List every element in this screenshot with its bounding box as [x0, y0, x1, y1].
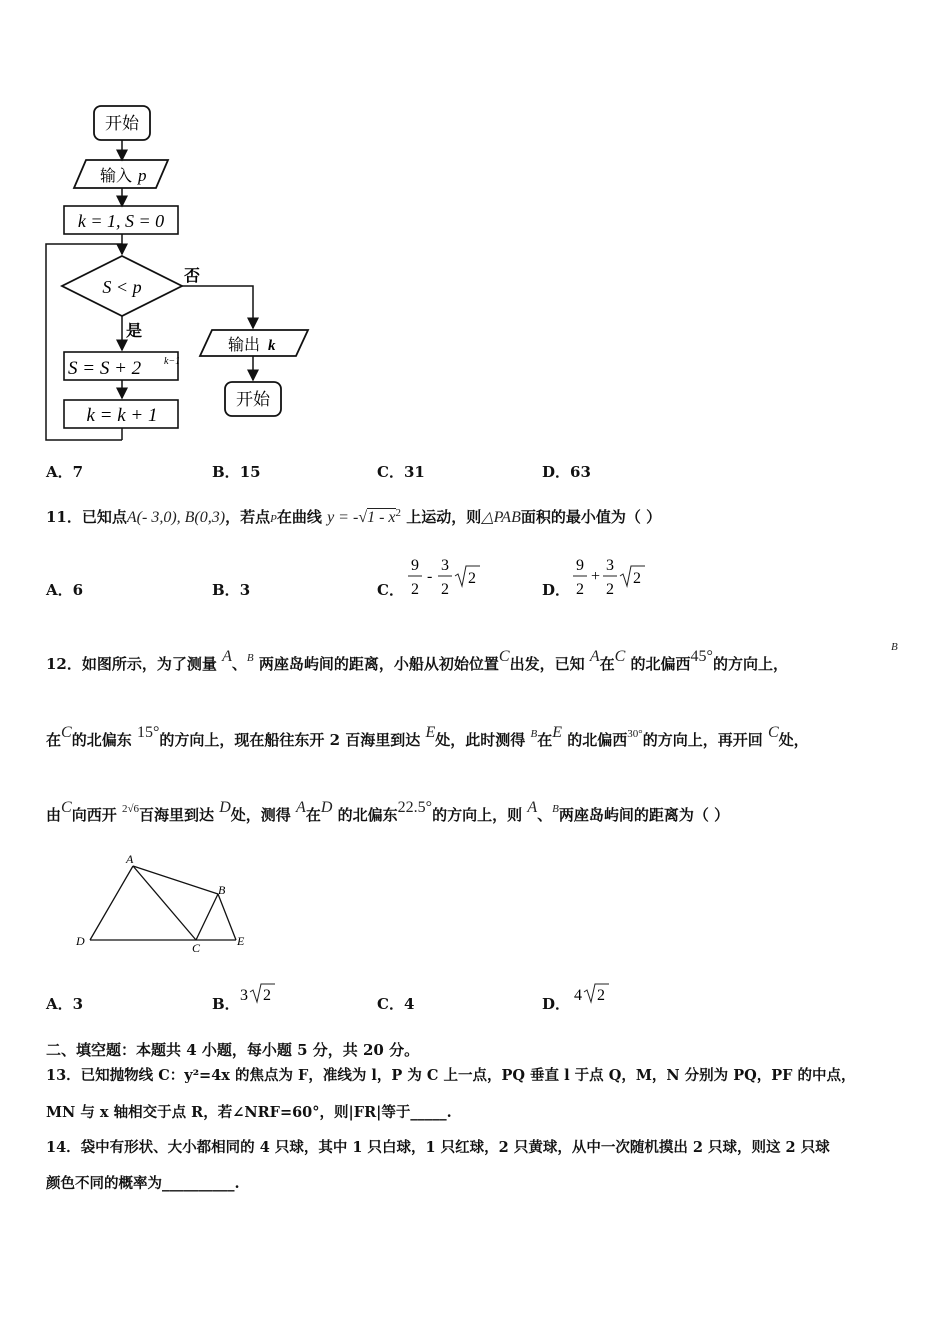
q10-option-d: D．63 — [542, 463, 591, 481]
q12-option-d-label: D． — [542, 995, 571, 1013]
q11-option-b: B．3 — [212, 581, 251, 599]
svg-text:2: 2 — [606, 581, 614, 598]
input-var: p — [138, 166, 147, 185]
flowchart — [40, 98, 330, 450]
q11-option-c-label: C． — [377, 581, 404, 599]
q13-line2: MN 与 x 轴相交于点 R，若∠NRF=60°，则|FR|等于_____. — [46, 1104, 452, 1121]
q10-option-b: B．15 — [212, 463, 261, 481]
fig-label-b: B — [218, 883, 226, 897]
fig-label-e: E — [237, 934, 245, 948]
start-label: 开始 — [105, 114, 139, 134]
svg-text:2: 2 — [633, 570, 641, 587]
q10-option-a: A．7 — [46, 463, 84, 481]
fig-label-a: A — [126, 852, 134, 866]
svg-text:9: 9 — [411, 557, 419, 574]
q12-line2: 在C的北偏东 15°的方向上，现在船往东开 2 百海里到达 E处，此时测得 $^B$在E 的北偏西$^{30^\circ}$的方向上，再开回 C处， — [46, 724, 809, 749]
q12-option-d-formula — [572, 980, 616, 1008]
update-s-label: S = S + 2 — [68, 358, 142, 379]
q14-line2: 颜色不同的概率为__________. — [46, 1175, 240, 1192]
svg-text:3: 3 — [441, 557, 449, 574]
svg-text:2: 2 — [576, 581, 584, 598]
q10-option-c: C．31 — [377, 463, 425, 481]
update-s-exp: k−1 — [164, 356, 181, 367]
svg-text:3: 3 — [240, 987, 248, 1004]
q12-figure — [70, 848, 260, 956]
svg-text:9: 9 — [576, 557, 584, 574]
q12-line1: 12．如图所示，为了测量 A、$^B$ 两座岛屿间的距离，小船从初始位置C出发，已知 A在C 的北偏西45°的方向上， — [46, 648, 788, 673]
q14-line1: 14．袋中有形状、大小都相同的 4 只球，其中 1 只白球，1 只红球，2 只黄球，从中一次随机摸出 2 只球，则这 2 只球 — [46, 1139, 830, 1156]
svg-text:2: 2 — [597, 987, 605, 1004]
output-label: 输出 — [228, 335, 261, 354]
q13-line1: 13．已知抛物线 C：y²=4x 的焦点为 F，准线为 l，P 为 C 上一点，PQ 垂直 l 于点 Q，M，N 分别为 PQ，PF 的中点， — [46, 1067, 856, 1084]
q12-option-b-label: B． — [212, 995, 240, 1013]
fig-label-c: C — [192, 941, 201, 955]
svg-text:-: - — [427, 568, 433, 585]
fig-label-d: D — [76, 934, 85, 948]
q11-option-c-formula — [405, 552, 485, 600]
q11-stem: 11．已知点A(- 3,0), B(0,3)，若点P在曲线 $y = -√1 - x^2$ 上运动，则△PAB面积的最小值为（ ） — [46, 507, 662, 526]
yes-label: 是 — [126, 321, 143, 340]
section2-title: 二、填空题：本题共 4 小题，每小题 5 分，共 20 分。 — [46, 1041, 420, 1059]
output-var: k — [268, 338, 276, 354]
q11-option-a: A．6 — [46, 581, 84, 599]
svg-text:2: 2 — [441, 581, 449, 598]
svg-text:2: 2 — [468, 570, 476, 587]
q12-line1-b: B — [891, 641, 898, 653]
q12-line3: 由C向西开 $^{2√6}$百海里到达 D处，测得 A在D 的北偏东22.5°的方向上，则 A、$^B$两座岛屿间的距离为（ ） — [46, 799, 730, 824]
q12-option-c: C．4 — [377, 995, 415, 1013]
init-label: k = 1, S = 0 — [77, 211, 165, 231]
svg-text:4: 4 — [574, 987, 582, 1004]
q12-option-a: A．3 — [46, 995, 84, 1013]
no-label: 否 — [184, 266, 201, 285]
svg-text:+: + — [591, 568, 601, 585]
q12-option-b-formula — [238, 980, 282, 1008]
svg-text:3: 3 — [606, 557, 614, 574]
input-label: 输入 — [100, 166, 133, 185]
svg-text:2: 2 — [411, 581, 419, 598]
q11-option-d-label: D． — [542, 581, 571, 599]
update-k-label: k = k + 1 — [86, 405, 158, 426]
svg-text:2: 2 — [263, 987, 271, 1004]
end-label: 开始 — [236, 390, 270, 410]
condition-label: S < p — [102, 277, 142, 297]
q11-option-d-formula — [570, 552, 650, 600]
